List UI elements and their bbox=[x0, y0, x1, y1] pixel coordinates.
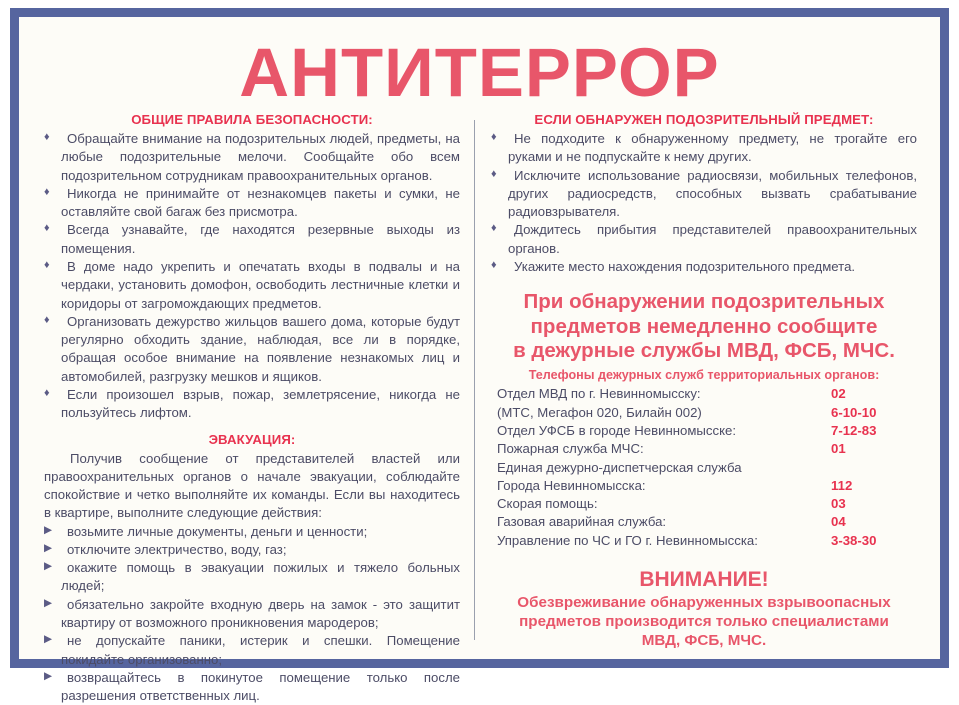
list-item-text: Дождитесь прибытия представителей правоохранительных органов. bbox=[508, 222, 917, 256]
list-item bbox=[44, 632, 460, 669]
list-item bbox=[491, 130, 917, 167]
attention-line-3: МВД, ФСБ, МЧС. bbox=[641, 632, 767, 650]
phone-label: Скорая помощь: bbox=[497, 496, 598, 512]
diamond-bullet-icon: ♦ bbox=[44, 222, 50, 235]
table-row bbox=[497, 477, 923, 495]
attention-title: ВНИМАНИЕ! bbox=[639, 567, 769, 591]
attention-body bbox=[491, 593, 917, 650]
diamond-bullet-icon: ♦ bbox=[44, 313, 50, 326]
list-item bbox=[44, 313, 460, 386]
list-item-text: возвращайтесь в покинутое помещение только после разрешения ответственных лиц. bbox=[61, 669, 460, 704]
phone-number: 6-10-10 bbox=[831, 404, 877, 420]
list-item bbox=[44, 523, 460, 541]
heading-general-rules: ОБЩИЕ ПРАВИЛА БЕЗОПАСНОСТИ: bbox=[131, 112, 373, 127]
phone-number: 112 bbox=[831, 477, 853, 493]
list-item-text: Укажите место нахождения подозрительного предмета. bbox=[514, 258, 856, 274]
diamond-bullet-icon: ♦ bbox=[44, 131, 50, 143]
page-title: АНТИТЕРРОР bbox=[239, 34, 720, 111]
triangle-bullet-icon: ▶ bbox=[44, 669, 53, 682]
table-row bbox=[497, 513, 923, 531]
list-item bbox=[44, 386, 460, 423]
list-item-text: Если произошел взрыв, пожар, землетрясение, никогда не пользуйтесь лифтом. bbox=[61, 386, 460, 421]
callout-line-2: предметов немедленно сообщите bbox=[530, 314, 878, 338]
table-row bbox=[497, 440, 923, 458]
diamond-bullet-icon: ♦ bbox=[44, 185, 50, 198]
table-row bbox=[497, 422, 923, 440]
list-item-text: Всегда узнавайте, где находятся резервные выходы из помещения. bbox=[61, 222, 460, 256]
emergency-phone-table bbox=[497, 385, 923, 550]
list-item-text: окажите помощь в эвакуации пожилых и тяжело больных людей; bbox=[61, 560, 460, 594]
list-item bbox=[44, 541, 460, 559]
table-row bbox=[497, 459, 923, 477]
diamond-bullet-icon: ♦ bbox=[491, 222, 497, 235]
list-item bbox=[44, 185, 460, 222]
triangle-bullet-icon: ▶ bbox=[44, 523, 53, 536]
list-item-text: Не подходите к обнаруженному предмету, не трогайте его руками и не подпускайте к нему других. bbox=[508, 131, 917, 165]
phone-label: Пожарная служба МЧС: bbox=[497, 441, 644, 457]
phone-label: Отдел УФСБ в городе Невинномысске: bbox=[497, 422, 736, 438]
evacuation-intro-text: Получив сообщение от представителей властей или правоохранительных органов о начале эвакуации, соблюдайте спокойствие и четко выполняйте их команды. Если вы находитесь в квартире, выполните следующие действия: bbox=[44, 450, 460, 521]
list-item bbox=[44, 258, 460, 313]
table-row bbox=[497, 495, 923, 513]
poster-frame bbox=[10, 8, 949, 704]
list-item bbox=[44, 221, 460, 258]
diamond-bullet-icon: ♦ bbox=[491, 167, 497, 180]
poster-columns bbox=[22, 112, 937, 704]
triangle-bullet-icon: ▶ bbox=[44, 596, 53, 609]
list-item bbox=[44, 559, 460, 596]
list-item bbox=[491, 167, 917, 222]
list-item bbox=[44, 669, 460, 705]
phone-label: Управление по ЧС и ГО г. Невинномысска: bbox=[497, 532, 758, 548]
triangle-bullet-icon: ▶ bbox=[44, 541, 53, 554]
list-item-text: Организовать дежурство жильцов вашего дома, которые будут регулярно обходить здание, наблюдая, все ли в порядке, обращая особое внимание на появление незнакомых лиц и автомобилей, разгрузку мешков и ящиков. bbox=[61, 313, 460, 384]
list-item bbox=[491, 221, 917, 258]
triangle-bullet-icon: ▶ bbox=[44, 560, 53, 573]
phone-number: 02 bbox=[831, 386, 846, 402]
poster-content bbox=[19, 17, 940, 704]
list-item-text: Никогда не принимайте от незнакомцев пакеты и сумки, не оставляйте свой багаж без присмотра. bbox=[61, 185, 460, 220]
phone-label: (МТС, Мегафон 020, Билайн 002) bbox=[497, 404, 702, 420]
emergency-callout bbox=[491, 290, 917, 363]
phone-number: 7-12-83 bbox=[831, 422, 877, 438]
heading-suspicious-object: ЕСЛИ ОБНАРУЖЕН ПОДОЗРИТЕЛЬНЫЙ ПРЕДМЕТ: bbox=[534, 112, 874, 127]
diamond-bullet-icon: ♦ bbox=[44, 258, 50, 271]
list-item-text: не допускайте паники, истерик и спешки. Помещение покидайте организованно; bbox=[61, 633, 460, 667]
list-item bbox=[44, 596, 460, 633]
phone-number bbox=[831, 459, 923, 477]
list-item bbox=[44, 130, 460, 185]
phone-label: Города Невинномысска: bbox=[497, 477, 646, 493]
callout-line-1: При обнаружении подозрительных bbox=[523, 290, 885, 314]
phone-label: Газовая аварийная служба: bbox=[497, 514, 667, 530]
phone-number: 01 bbox=[831, 441, 846, 457]
list-item bbox=[491, 258, 917, 276]
attention-line-1: Обезвреживание обнаруженных взрывоопасных bbox=[517, 593, 891, 611]
list-item-text: Исключите использование радиосвязи, мобильных телефонов, других радиосредств, способных вызвать срабатывание радиовзрывателя. bbox=[508, 167, 917, 220]
phone-label: Единая дежурно-диспетчерская служба bbox=[497, 459, 742, 475]
heading-evacuation: ЭВАКУАЦИЯ: bbox=[208, 431, 296, 447]
list-item-text: Обращайте внимание на подозрительных людей, предметы, на любые подозрительные мелочи. Сообщайте обо всем подозрительном сотрудникам правоохранительных органов. bbox=[61, 131, 460, 183]
table-row bbox=[497, 385, 923, 403]
callout-line-3: в дежурные службы МВД, ФСБ, МЧС. bbox=[513, 339, 895, 363]
attention-line-2: предметов производится только специалистами bbox=[519, 613, 889, 631]
phone-list-subtitle: Телефоны дежурных служб территориальных органов: bbox=[528, 368, 880, 383]
left-column bbox=[22, 112, 474, 704]
diamond-bullet-icon: ♦ bbox=[491, 131, 497, 143]
list-item-text: В доме надо укрепить и опечатать входы в подвалы и на чердаки, установить домофон, освободить лестничные клетки и коридоры от загромождающих предметов. bbox=[61, 258, 460, 311]
phone-label: Отдел МВД по г. Невинномысску: bbox=[497, 386, 701, 402]
phone-number: 03 bbox=[831, 496, 846, 512]
triangle-bullet-icon: ▶ bbox=[44, 633, 53, 646]
table-row bbox=[497, 532, 923, 550]
diamond-bullet-icon: ♦ bbox=[44, 386, 50, 399]
table-row bbox=[497, 404, 923, 422]
list-item-text: возьмите личные документы, деньги и ценности; bbox=[67, 523, 368, 539]
phone-number: 04 bbox=[831, 514, 846, 530]
list-item-text: отключите электричество, воду, газ; bbox=[67, 541, 287, 557]
phone-number: 3-38-30 bbox=[831, 532, 877, 548]
diamond-bullet-icon: ♦ bbox=[491, 258, 497, 271]
right-column bbox=[475, 112, 937, 652]
list-item-text: обязательно закройте входную дверь на замок - это защитит квартиру от возможного проникновения мародеров; bbox=[61, 596, 460, 631]
